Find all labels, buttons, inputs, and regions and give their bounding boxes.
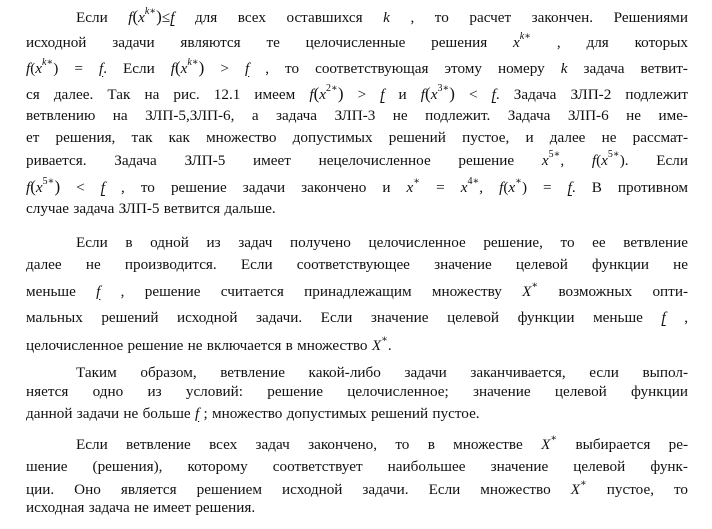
text-line: $f(x^{5∗}) < f$ , то решение задачи закончено и $x^∗ = x^{4∗}$, f(x∗) = f. В противном xyxy=(26,176,688,197)
text-line: данной задачи не больше f ; множество допустимых решений пустое. xyxy=(26,404,480,422)
text-line: случае задача ЗЛП-5 ветвится дальше. xyxy=(26,200,276,218)
text-line: далее не производится. Если соответствующее значение целевой функции не xyxy=(26,256,688,274)
paragraph-1 xyxy=(26,6,689,218)
text-line: $f(x^{k∗}) = f$. Если $f(x^{k∗}) > f$ , то соответствующая этому номеру k задача ветвит- xyxy=(26,56,688,77)
text-line: Таким образом, ветвление какой-либо задачи заканчивается, если выпол- xyxy=(76,364,688,381)
text-line: Если ветвление всех задач закончено, то в множестве X∗ выбирается ре- xyxy=(76,433,689,453)
text-line: ции. Оно является решением исходной задачи. Если множество X∗ пустое, то xyxy=(26,477,689,498)
text-line: шение (решения), которому соответствует наибольшее значение целевой функ- xyxy=(26,458,688,476)
paragraph-3 xyxy=(26,362,688,429)
text-line: Если в одной из задач получено целочисленное решение, то ее ветвление xyxy=(76,234,688,251)
text-line: ся далее. Так на рис. 12.1 имеем $f(x^{2∗}) > f$ и $f(x^{3∗}) < f$. Задача ЗЛП-2 подлежит xyxy=(26,82,688,103)
text-line: Если $f(x^{k∗})\le f$ для всех оставшихся k , то расчет закончен. Решениями xyxy=(76,6,688,26)
text-line: исходная задача не имеет решения. xyxy=(26,498,256,516)
text-line: ет решения, так как множество допустимых решений пустое, и далее не рассмат- xyxy=(26,129,688,147)
text-line: целочисленное решение не включается в множество X∗. xyxy=(26,334,392,355)
text-line: няется одно из условий: решение целочисленное; значение целевой функции xyxy=(26,383,688,401)
text-line: исходной задачи являются те целочисленные решения $x^{k∗}$ , для которых xyxy=(26,31,689,52)
paragraph-4 xyxy=(26,434,688,523)
text-line: ветвлению на ЗЛП-5,ЗЛП-6, а задача ЗЛП-3 не подлежит. Задача ЗЛП-6 не име- xyxy=(26,107,688,125)
text-line: мальных решений исходной задачи. Если значение целевой функции меньше f , xyxy=(26,308,688,326)
paragraph-2 xyxy=(26,232,689,355)
text-line: ривается. Задача ЗЛП-5 имеет нецелочисленное решение $x^{5∗}$, $f(x^{5∗})$. Если xyxy=(26,148,688,169)
text-line: меньше f , решение считается принадлежащим множеству X∗ возможных опти- xyxy=(26,279,689,300)
